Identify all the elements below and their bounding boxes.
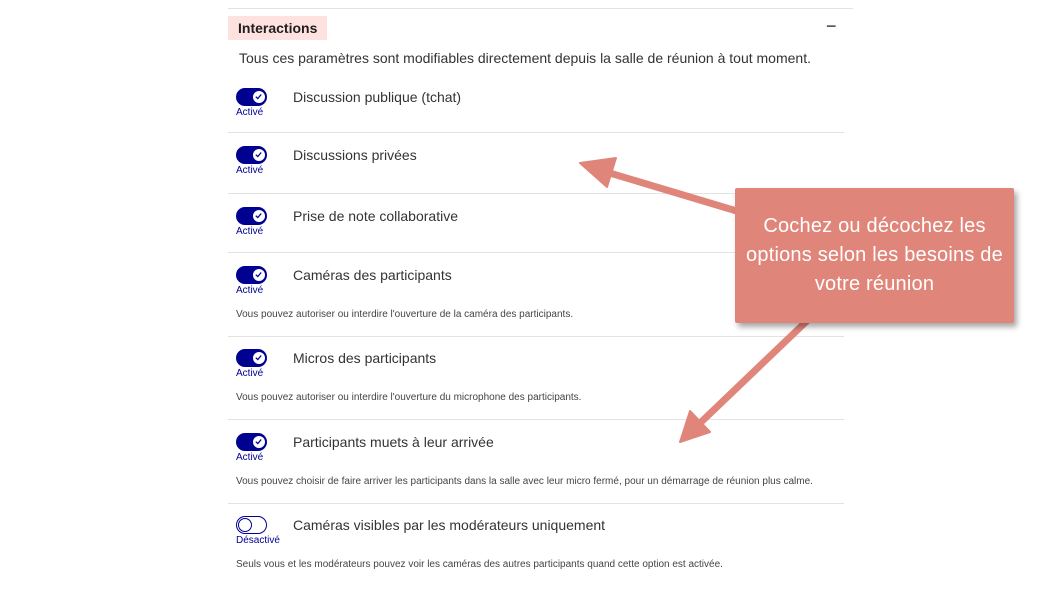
setting-description: Seuls vous et les modérateurs pouvez voir les caméras des autres participants quand cette option est activée. bbox=[236, 559, 723, 570]
toggle-state-label: Activé bbox=[236, 226, 264, 237]
arrow-head-up bbox=[580, 158, 616, 187]
toggle-state-label: Activé bbox=[236, 165, 264, 176]
toggle-state-label: Activé bbox=[236, 285, 264, 296]
collapse-icon[interactable]: − bbox=[826, 16, 837, 36]
setting-description: Vous pouvez choisir de faire arriver les participants dans la salle avec leur micro fermé, pour un démarrage de réunion plus calme. bbox=[236, 476, 813, 487]
setting-label: Discussion publique (tchat) bbox=[293, 89, 462, 105]
toggle-state-label: Activé bbox=[236, 368, 264, 379]
toggle-state-label: Activé bbox=[236, 107, 264, 118]
toggle-state-label: Désactivé bbox=[236, 535, 280, 546]
callout-box bbox=[735, 188, 1014, 323]
arrow-line-down bbox=[697, 316, 812, 426]
setting-label: Caméras des participants bbox=[293, 267, 452, 283]
toggle-state-label: Activé bbox=[236, 452, 264, 463]
intro-text: Tous ces paramètres sont modifiables directement depuis la salle de réunion à tout moment. bbox=[239, 50, 811, 66]
setting-description: Vous pouvez autoriser ou interdire l'ouverture de la caméra des participants. bbox=[236, 309, 574, 320]
callout-text: Cochez ou décochez les options selon les besoins de votre réunion bbox=[746, 215, 1003, 295]
section-title: Interactions bbox=[228, 16, 327, 40]
setting-label: Micros des participants bbox=[293, 350, 437, 366]
setting-label: Discussions privées bbox=[293, 147, 417, 163]
setting-label: Participants muets à leur arrivée bbox=[293, 434, 494, 450]
setting-description: Vous pouvez autoriser ou interdire l'ouverture du microphone des participants. bbox=[236, 392, 582, 403]
setting-label: Caméras visibles par les modérateurs uniquement bbox=[293, 517, 606, 533]
setting-label: Prise de note collaborative bbox=[293, 208, 458, 224]
